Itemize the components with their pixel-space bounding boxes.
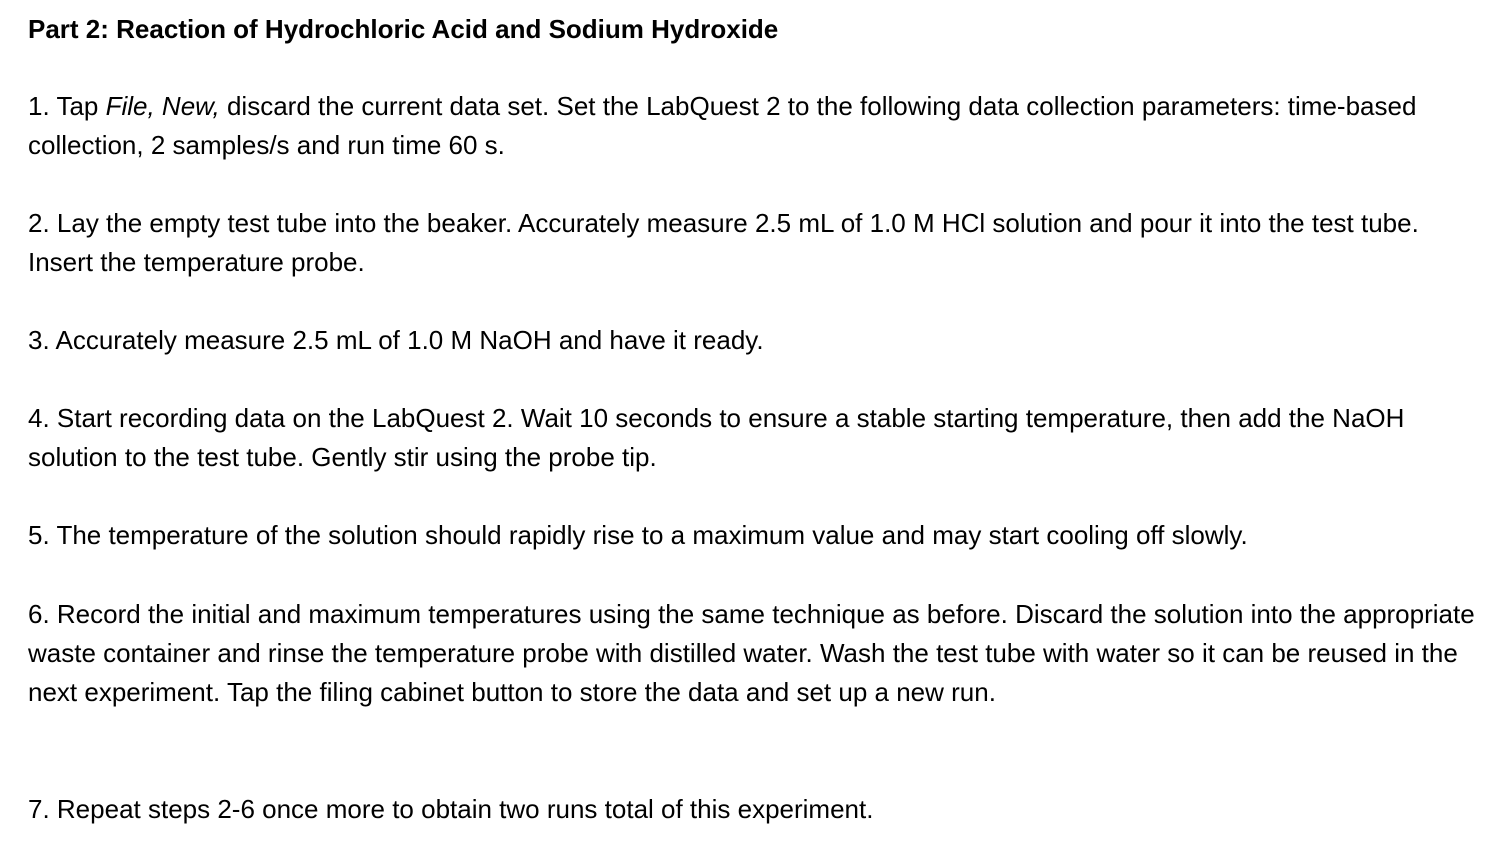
page-title: Part 2: Reaction of Hydrochloric Acid and Sodium Hydroxide bbox=[28, 14, 779, 44]
step-2: 2. Lay the empty test tube into the beaker. Accurately measure 2.5 mL of 1.0 M HCl solution and pour it into the test tube. Insert the temperature probe. bbox=[28, 208, 1419, 277]
step-7: 7. Repeat steps 2-6 once more to obtain two runs total of this experiment. bbox=[28, 794, 874, 824]
step-1 bbox=[28, 87, 1478, 165]
step-6: 6. Record the initial and maximum temperatures using the same technique as before. Discard the solution into the appropriate waste container and rinse the temperature probe with distilled water. Wash the test tube with water so it can be reused in the next experiment. Tap the filing cabinet button to store the data and set up a new run. bbox=[28, 599, 1475, 707]
step-1-emphasis: File, New, bbox=[105, 91, 220, 121]
step-3: 3. Accurately measure 2.5 mL of 1.0 M NaOH and have it ready. bbox=[28, 325, 764, 355]
step-1-rest: discard the current data set. Set the LabQuest 2 to the following data collection parameters: time-based collection, 2 samples/s and run time 60 s. bbox=[28, 91, 1417, 160]
step-4: 4. Start recording data on the LabQuest 2. Wait 10 seconds to ensure a stable starting temperature, then add the NaOH solution to the test tube. Gently stir using the probe tip. bbox=[28, 403, 1405, 472]
step-1-prefix: 1. Tap bbox=[28, 91, 106, 121]
step-5: 5. The temperature of the solution should rapidly rise to a maximum value and may start cooling off slowly. bbox=[28, 520, 1248, 550]
